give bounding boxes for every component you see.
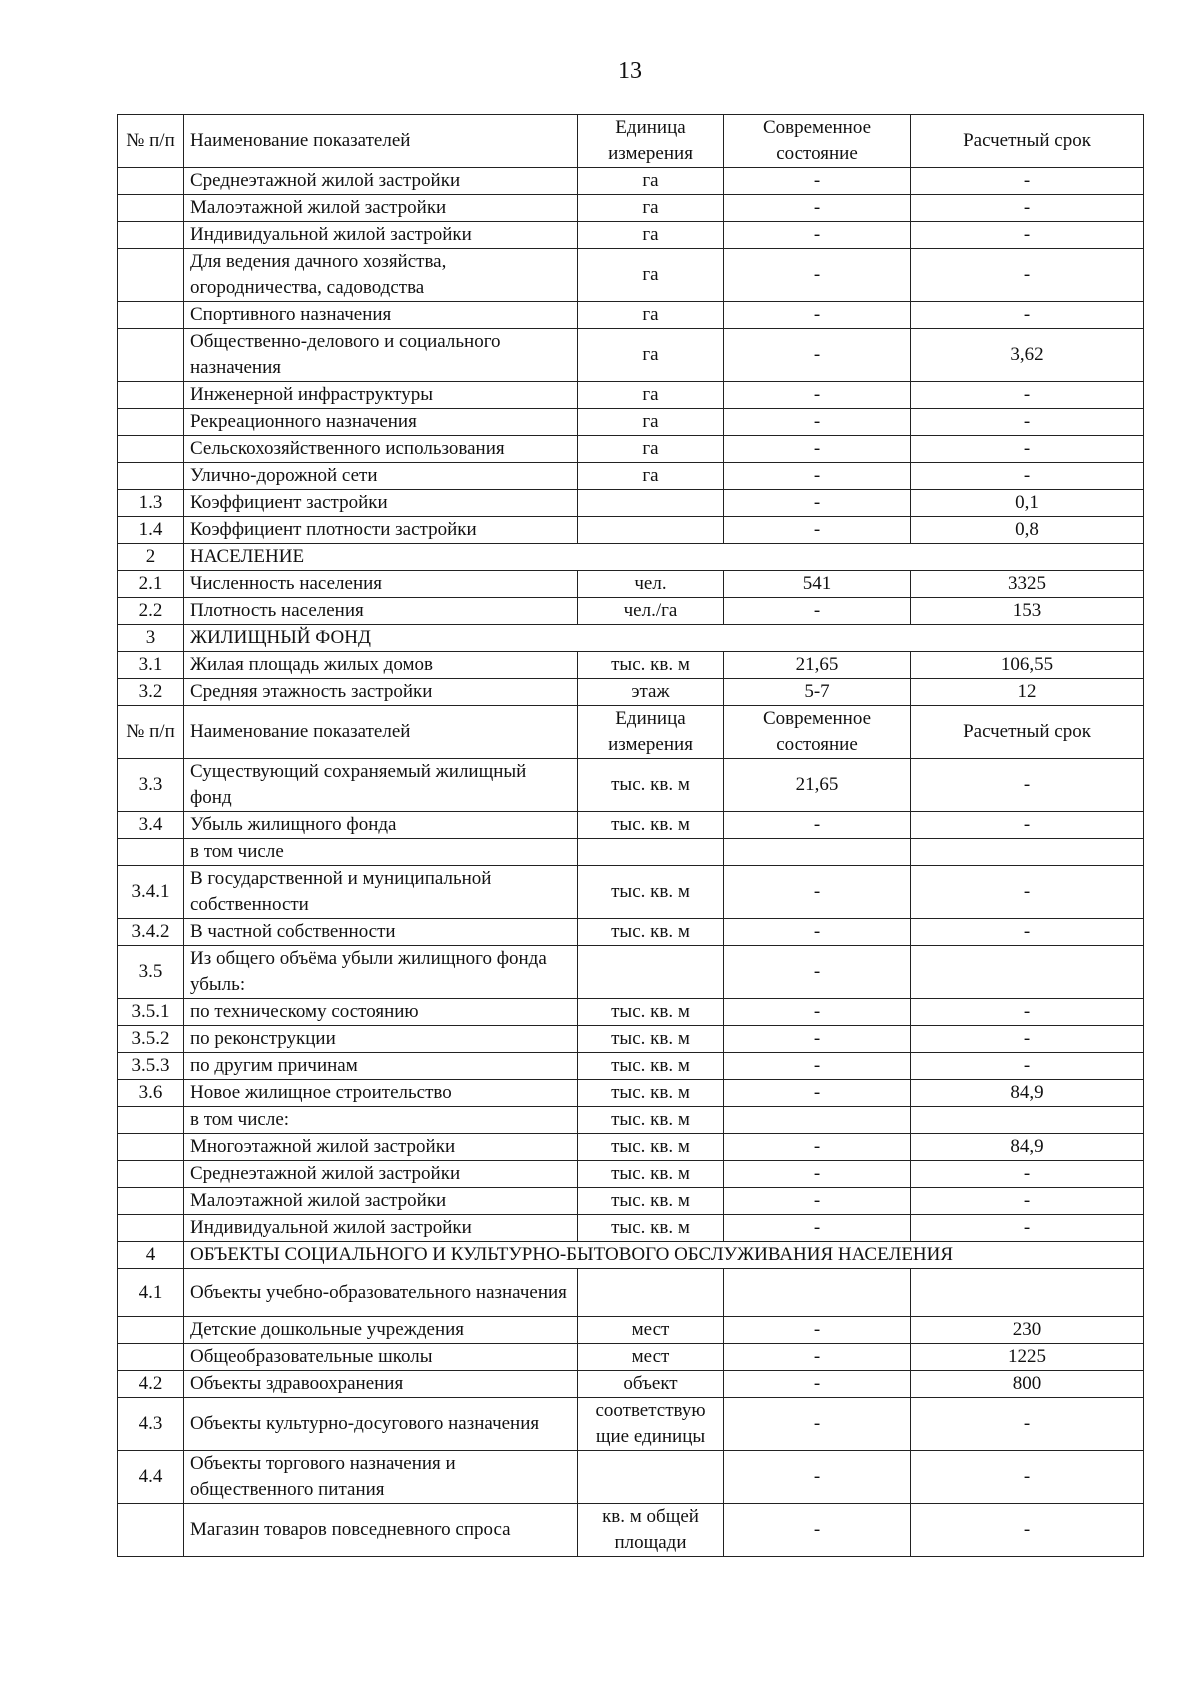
planned-value: - (911, 812, 1144, 839)
planned-value: - (911, 463, 1144, 490)
table-header-row (118, 115, 1144, 168)
planned-value: 84,9 (911, 1080, 1144, 1107)
planned-value: - (911, 1161, 1144, 1188)
planned-value: 12 (911, 679, 1144, 706)
planned-value: 1225 (911, 1344, 1144, 1371)
indicator-name: Средняя этажность застройки (184, 679, 578, 706)
planned-value: - (911, 249, 1144, 302)
table-row (118, 759, 1144, 812)
planned-value: - (911, 1451, 1144, 1504)
table-row (118, 1344, 1144, 1371)
indicator-name: по реконструкции (184, 1026, 578, 1053)
row-number: 3.5 (118, 946, 184, 999)
indicator-name: Рекреационного назначения (184, 409, 578, 436)
unit-of-measure: га (578, 436, 724, 463)
indicator-name: Сельскохозяйственного использования (184, 436, 578, 463)
table-row (118, 436, 1144, 463)
row-number: 4.3 (118, 1398, 184, 1451)
planned-value: - (911, 168, 1144, 195)
indicator-name: Коэффициент застройки (184, 490, 578, 517)
unit-of-measure: тыс. кв. м (578, 999, 724, 1026)
row-number: 3.5.3 (118, 1053, 184, 1080)
indicator-name: Малоэтажной жилой застройки (184, 195, 578, 222)
indicator-name: Общеобразовательные школы (184, 1344, 578, 1371)
table-row (118, 409, 1144, 436)
section-number: 3 (118, 625, 184, 652)
table-row (118, 1269, 1144, 1317)
indicator-name: Жилая площадь жилых домов (184, 652, 578, 679)
planned-value: - (911, 1026, 1144, 1053)
indicator-name: Объекты торгового назначения и общественного питания (184, 1451, 578, 1504)
header-plan: Расчетный срок (911, 706, 1144, 759)
planned-value: 0,1 (911, 490, 1144, 517)
row-number (118, 195, 184, 222)
unit-of-measure: га (578, 409, 724, 436)
current-state-value: - (724, 598, 911, 625)
row-number (118, 463, 184, 490)
table-row (118, 490, 1144, 517)
row-number (118, 409, 184, 436)
current-state-value: - (724, 999, 911, 1026)
row-number (118, 222, 184, 249)
planned-value (911, 1269, 1144, 1317)
indicator-name: в том числе: (184, 1107, 578, 1134)
table-row (118, 598, 1144, 625)
indicator-name: по техническому состоянию (184, 999, 578, 1026)
current-state-value (724, 1107, 911, 1134)
indicator-name: Объекты учебно-образовательного назначения (184, 1269, 578, 1317)
section-number: 2 (118, 544, 184, 571)
row-number (118, 1504, 184, 1557)
indicator-name: Убыль жилищного фонда (184, 812, 578, 839)
table-row (118, 329, 1144, 382)
current-state-value: - (724, 1371, 911, 1398)
section-title: ЖИЛИЩНЫЙ ФОНД (184, 625, 1144, 652)
current-state-value: - (724, 1398, 911, 1451)
indicator-name: Индивидуальной жилой застройки (184, 1215, 578, 1242)
table-row (118, 1026, 1144, 1053)
row-number: 1.4 (118, 517, 184, 544)
indicator-name: в том числе (184, 839, 578, 866)
current-state-value: 5-7 (724, 679, 911, 706)
row-number: 3.5.2 (118, 1026, 184, 1053)
current-state-value: - (724, 1215, 911, 1242)
current-state-value: - (724, 946, 911, 999)
current-state-value: - (724, 302, 911, 329)
row-number: 1.3 (118, 490, 184, 517)
table-row (118, 1371, 1144, 1398)
indicator-name: Из общего объёма убыли жилищного фонда убыль: (184, 946, 578, 999)
current-state-value: - (724, 1451, 911, 1504)
row-number (118, 1215, 184, 1242)
row-number (118, 168, 184, 195)
indicator-name: Среднеэтажной жилой застройки (184, 1161, 578, 1188)
row-number (118, 382, 184, 409)
unit-of-measure: мест (578, 1344, 724, 1371)
row-number (118, 1161, 184, 1188)
planned-value (911, 946, 1144, 999)
table-row (118, 168, 1144, 195)
current-state-value: - (724, 382, 911, 409)
unit-of-measure: объект (578, 1371, 724, 1398)
unit-of-measure (578, 839, 724, 866)
current-state-value: 541 (724, 571, 911, 598)
planned-value: - (911, 195, 1144, 222)
indicator-name: Коэффициент плотности застройки (184, 517, 578, 544)
row-number (118, 1107, 184, 1134)
table-row (118, 1504, 1144, 1557)
planned-value: - (911, 409, 1144, 436)
row-number (118, 436, 184, 463)
row-number (118, 1134, 184, 1161)
unit-of-measure (578, 490, 724, 517)
current-state-value: - (724, 249, 911, 302)
unit-of-measure: га (578, 249, 724, 302)
planned-value: - (911, 436, 1144, 463)
unit-of-measure: тыс. кв. м (578, 1053, 724, 1080)
current-state-value: - (724, 436, 911, 463)
table-row (118, 1161, 1144, 1188)
unit-of-measure: соответствую щие единицы (578, 1398, 724, 1451)
row-number: 3.2 (118, 679, 184, 706)
current-state-value (724, 839, 911, 866)
indicator-name: В государственной и муниципальной собственности (184, 866, 578, 919)
indicator-name: Объекты здравоохранения (184, 1371, 578, 1398)
table-row (118, 1080, 1144, 1107)
indicator-name: Индивидуальной жилой застройки (184, 222, 578, 249)
current-state-value: 21,65 (724, 759, 911, 812)
planned-value: - (911, 1504, 1144, 1557)
section-row (118, 544, 1144, 571)
current-state-value: - (724, 195, 911, 222)
table-row (118, 652, 1144, 679)
current-state-value (724, 1269, 911, 1317)
unit-of-measure: кв. м общей площади (578, 1504, 724, 1557)
unit-of-measure (578, 1451, 724, 1504)
table-row (118, 517, 1144, 544)
planned-value: - (911, 1188, 1144, 1215)
unit-of-measure (578, 946, 724, 999)
row-number: 2.2 (118, 598, 184, 625)
planned-value: 153 (911, 598, 1144, 625)
indicators-table (117, 114, 1144, 1557)
unit-of-measure: га (578, 463, 724, 490)
planned-value: - (911, 759, 1144, 812)
table-row (118, 1451, 1144, 1504)
row-number: 2.1 (118, 571, 184, 598)
unit-of-measure: га (578, 222, 724, 249)
table-row (118, 1188, 1144, 1215)
table-row (118, 919, 1144, 946)
current-state-value: - (724, 490, 911, 517)
unit-of-measure: тыс. кв. м (578, 919, 724, 946)
unit-of-measure: га (578, 302, 724, 329)
indicator-name: В частной собственности (184, 919, 578, 946)
planned-value (911, 839, 1144, 866)
section-title: НАСЕЛЕНИЕ (184, 544, 1144, 571)
planned-value: 3325 (911, 571, 1144, 598)
unit-of-measure: га (578, 329, 724, 382)
row-number: 4.4 (118, 1451, 184, 1504)
unit-of-measure: этаж (578, 679, 724, 706)
unit-of-measure: тыс. кв. м (578, 866, 724, 919)
unit-of-measure: чел./га (578, 598, 724, 625)
planned-value: - (911, 382, 1144, 409)
row-number: 3.3 (118, 759, 184, 812)
row-number (118, 1317, 184, 1344)
planned-value: 84,9 (911, 1134, 1144, 1161)
row-number (118, 1188, 184, 1215)
table-row (118, 839, 1144, 866)
current-state-value: - (724, 1161, 911, 1188)
planned-value: 0,8 (911, 517, 1144, 544)
header-name: Наименование показателей (184, 115, 578, 168)
current-state-value: - (724, 222, 911, 249)
indicator-name: Магазин товаров повседневного спроса (184, 1504, 578, 1557)
row-number: 4.2 (118, 1371, 184, 1398)
table-row (118, 195, 1144, 222)
planned-value: 800 (911, 1371, 1144, 1398)
unit-of-measure: тыс. кв. м (578, 1080, 724, 1107)
table-row (118, 1107, 1144, 1134)
row-number (118, 329, 184, 382)
page-number: 13 (618, 58, 642, 84)
row-number: 3.5.1 (118, 999, 184, 1026)
current-state-value: - (724, 168, 911, 195)
planned-value: - (911, 222, 1144, 249)
unit-of-measure: тыс. кв. м (578, 812, 724, 839)
current-state-value: - (724, 463, 911, 490)
table-row (118, 1134, 1144, 1161)
current-state-value: - (724, 1053, 911, 1080)
table-row (118, 571, 1144, 598)
unit-of-measure: тыс. кв. м (578, 1107, 724, 1134)
table-row (118, 463, 1144, 490)
current-state-value: - (724, 1188, 911, 1215)
table-row (118, 1053, 1144, 1080)
planned-value (911, 1107, 1144, 1134)
unit-of-measure (578, 517, 724, 544)
row-number (118, 1344, 184, 1371)
table-row (118, 1215, 1144, 1242)
table-row (118, 1317, 1144, 1344)
indicator-name: Улично-дорожной сети (184, 463, 578, 490)
header-plan: Расчетный срок (911, 115, 1144, 168)
current-state-value: - (724, 812, 911, 839)
section-number: 4 (118, 1242, 184, 1269)
unit-of-measure: га (578, 382, 724, 409)
current-state-value: - (724, 1080, 911, 1107)
indicator-name: Новое жилищное строительство (184, 1080, 578, 1107)
row-number: 3.4.1 (118, 866, 184, 919)
unit-of-measure: тыс. кв. м (578, 1134, 724, 1161)
header-name: Наименование показателей (184, 706, 578, 759)
header-unit: Единица измерения (578, 706, 724, 759)
planned-value: - (911, 866, 1144, 919)
header-num: № п/п (118, 706, 184, 759)
planned-value: 230 (911, 1317, 1144, 1344)
indicator-name: Детские дошкольные учреждения (184, 1317, 578, 1344)
planned-value: - (911, 919, 1144, 946)
unit-of-measure: тыс. кв. м (578, 1215, 724, 1242)
indicator-name: Многоэтажной жилой застройки (184, 1134, 578, 1161)
unit-of-measure: тыс. кв. м (578, 1026, 724, 1053)
table-row (118, 1398, 1144, 1451)
row-number (118, 839, 184, 866)
current-state-value: - (724, 517, 911, 544)
table-row (118, 999, 1144, 1026)
unit-of-measure: тыс. кв. м (578, 759, 724, 812)
section-title: ОБЪЕКТЫ СОЦИАЛЬНОГО И КУЛЬТУРНО-БЫТОВОГО ОБСЛУЖИВАНИЯ НАСЕЛЕНИЯ (184, 1242, 1144, 1269)
header-current: Современное состояние (724, 115, 911, 168)
section-row (118, 625, 1144, 652)
planned-value: - (911, 1398, 1144, 1451)
current-state-value: - (724, 1344, 911, 1371)
indicator-name: Численность населения (184, 571, 578, 598)
indicator-name: Инженерной инфраструктуры (184, 382, 578, 409)
unit-of-measure: мест (578, 1317, 724, 1344)
current-state-value: - (724, 919, 911, 946)
section-row (118, 1242, 1144, 1269)
indicator-name: по другим причинам (184, 1053, 578, 1080)
row-number: 3.4 (118, 812, 184, 839)
header-unit: Единица измерения (578, 115, 724, 168)
table-row (118, 946, 1144, 999)
table-row (118, 812, 1144, 839)
unit-of-measure: тыс. кв. м (578, 1161, 724, 1188)
unit-of-measure (578, 1269, 724, 1317)
row-number (118, 302, 184, 329)
current-state-value: - (724, 409, 911, 436)
table-header-row (118, 706, 1144, 759)
planned-value: - (911, 1215, 1144, 1242)
row-number: 3.6 (118, 1080, 184, 1107)
indicator-name: Среднеэтажной жилой застройки (184, 168, 578, 195)
current-state-value: - (724, 1026, 911, 1053)
row-number: 4.1 (118, 1269, 184, 1317)
table-row (118, 866, 1144, 919)
row-number: 3.1 (118, 652, 184, 679)
table-row (118, 382, 1144, 409)
unit-of-measure: тыс. кв. м (578, 1188, 724, 1215)
table-row (118, 249, 1144, 302)
row-number: 3.4.2 (118, 919, 184, 946)
unit-of-measure: чел. (578, 571, 724, 598)
indicator-name: Объекты культурно-досугового назначения (184, 1398, 578, 1451)
planned-value: - (911, 302, 1144, 329)
indicator-name: Для ведения дачного хозяйства, огородничества, садоводства (184, 249, 578, 302)
indicator-name: Плотность населения (184, 598, 578, 625)
indicator-name: Общественно-делового и социального назначения (184, 329, 578, 382)
current-state-value: - (724, 866, 911, 919)
planned-value: - (911, 1053, 1144, 1080)
header-current: Современное состояние (724, 706, 911, 759)
table-row (118, 222, 1144, 249)
current-state-value: 21,65 (724, 652, 911, 679)
current-state-value: - (724, 1504, 911, 1557)
table-row (118, 302, 1144, 329)
planned-value: 106,55 (911, 652, 1144, 679)
header-num: № п/п (118, 115, 184, 168)
planned-value: 3,62 (911, 329, 1144, 382)
current-state-value: - (724, 1317, 911, 1344)
unit-of-measure: га (578, 168, 724, 195)
unit-of-measure: га (578, 195, 724, 222)
indicator-name: Спортивного назначения (184, 302, 578, 329)
row-number (118, 249, 184, 302)
indicator-name: Малоэтажной жилой застройки (184, 1188, 578, 1215)
unit-of-measure: тыс. кв. м (578, 652, 724, 679)
current-state-value: - (724, 1134, 911, 1161)
current-state-value: - (724, 329, 911, 382)
indicator-name: Существующий сохраняемый жилищный фонд (184, 759, 578, 812)
planned-value: - (911, 999, 1144, 1026)
table-row (118, 679, 1144, 706)
